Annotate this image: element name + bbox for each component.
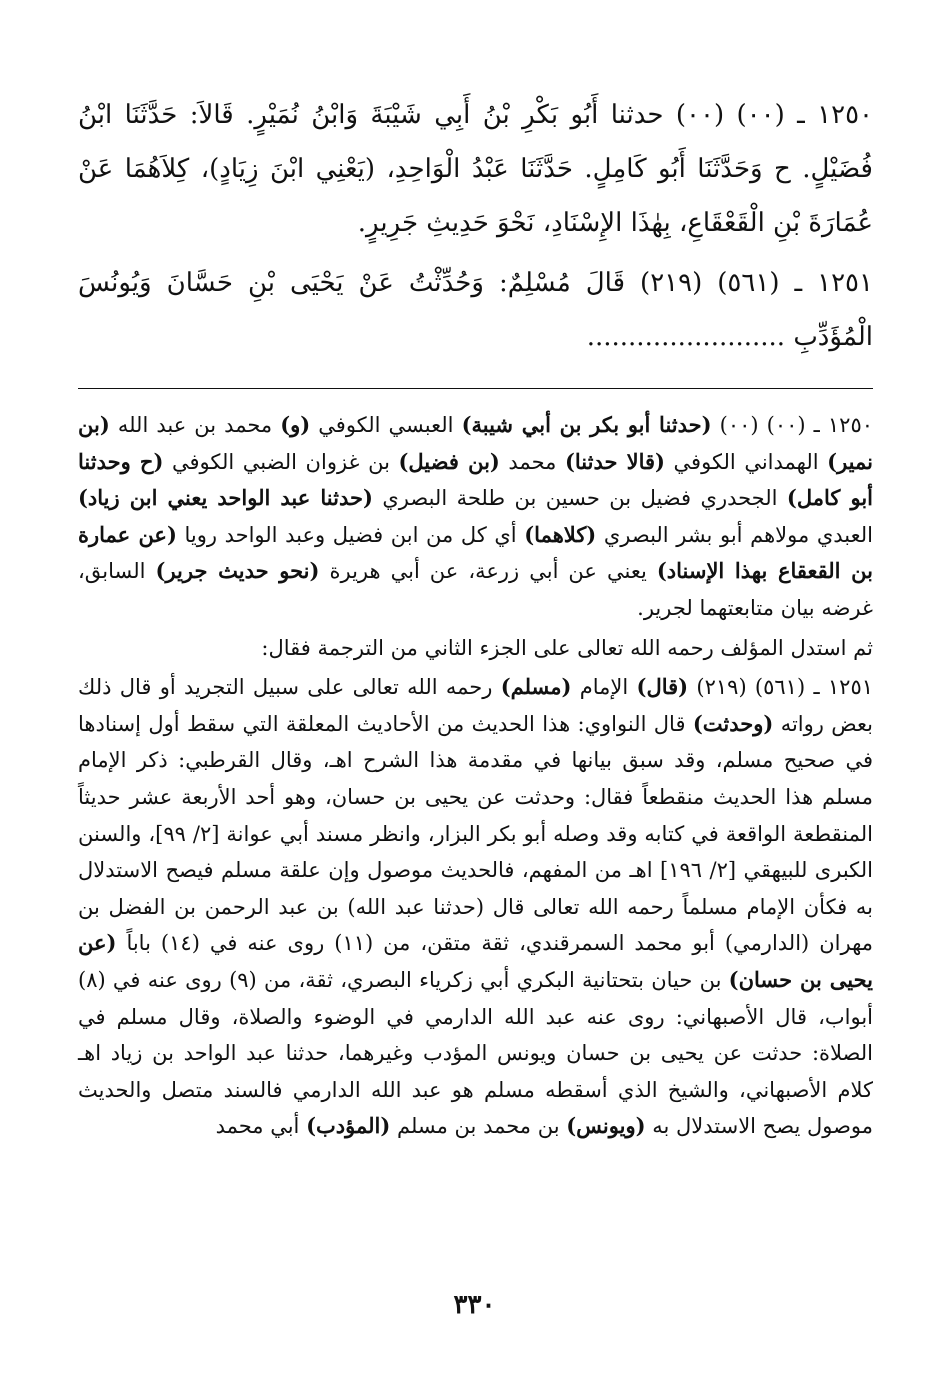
text-segment: بن غزوان الضبي الكوفي xyxy=(163,449,399,474)
bold-quoted-segment: (قالا حدثنا) xyxy=(564,448,665,474)
bold-quoted-segment: (و) xyxy=(280,412,311,437)
footnote-divider xyxy=(78,388,873,389)
bold-quoted-segment: (حدثنا أبو بكر بن أبي شيبة) xyxy=(461,412,712,437)
bold-quoted-segment: (عن عمارة بن القعقاع بهذا الإسناد) xyxy=(78,521,873,584)
bold-quoted-segment: (حدثنا عبد الواحد يعني ابن زياد) xyxy=(78,485,373,511)
bold-quoted-segment: (ح وحدثنا أبو كامل) xyxy=(78,448,874,511)
bold-quoted-segment: (بن فضيل) xyxy=(398,448,500,474)
text-segment: بن حيان بتحتانية البكري أبي زكرياء البصري، ثقة، من (٩) روى عنه في (٨) أبواب، قال الأصبهاني: روى عنه عبد الله الدارمي في الوضوء والصلاة، وقال مسلم في الصلاة: حدثت عن يحيى بن حسان ويونس المؤدب وغيرهما، حدثنا عبد الواحد بن زياد اهـ كلام الأصبهاني، والشيخ الذي أسقطه مسلم هو عبد الله الدارمي فالسند متصل والحديث موصول يصح الاستدلال به xyxy=(78,967,873,1139)
commentary-paragraph-1251 xyxy=(78,669,873,1145)
bold-quoted-segment: (بن نمير) xyxy=(78,412,873,474)
bold-quoted-segment: (عن يحيى بن حسان) xyxy=(78,930,873,992)
bold-quoted-segment: (قال) xyxy=(636,674,689,700)
text-segment: الهمداني الكوفي xyxy=(665,449,828,474)
bold-quoted-segment: (ويونس) xyxy=(566,1113,646,1139)
page-number: ٣٣٠ xyxy=(453,1290,496,1320)
page-content xyxy=(78,88,873,1145)
bold-quoted-segment: (مسلم) xyxy=(500,674,572,700)
bold-quoted-segment: (وحدثت) xyxy=(692,710,774,736)
text-segment: العبدي مولاهم أبو بشر البصري xyxy=(596,522,873,547)
text-segment: قال النواوي: هذا الحديث من الأحاديث المعلقة التي سقط أول إسنادها في صحيح مسلم، وقد سبق بيانها في مقدمة هذا الشرح اهـ، وقال القرطبي: ذكر الإمام مسلم هذا الحديث منقطعاً فقال: وحدثت عن يحيى بن حسان، وهو أحد الأربعة عشر حديثاً المنقطعة الواقعة في كتابه وقد وصله أبو بكر البزار، وانظر مسند أبي عوانة [٢/ ٩٩]، والسنن الكبرى للبيهقي [٢/ ١٩٦] اهـ من المفهم، فالحديث موصول وإن علقة مسلم فيصح الاستدلال به فكأن الإمام مسلماً رحمه الله تعالى قال (حدثنا عبد الله) بن عبد الرحمن بن الفضل بن مهران (الدارمي) أبو محمد السمرقندي، ثقة متقن، من (١١) روى عنه في (١٤) باباً xyxy=(78,711,873,956)
text-segment: أبي محمد xyxy=(215,1114,307,1139)
text-segment: محمد بن عبد الله xyxy=(109,413,281,437)
hadith-text xyxy=(78,88,873,364)
text-segment: الإمام xyxy=(571,675,637,700)
commentary-paragraph-1250 xyxy=(78,407,873,627)
bold-quoted-segment: (كلاهما) xyxy=(524,521,597,547)
hadith-paragraph-1250: ١٢٥٠ ـ (٠٠) (٠٠) حدثنا أَبُو بَكْرِ بْنُ أَبِي شَيْبَةَ وَابْنُ نُمَيْرٍ. قَالاَ: حَدَّثَنَا ابْنُ فُضَيْلٍ. ح وَحَدَّثَنَا أَبُو كَامِلٍ. حَدَّثَنَا عَبْدُ الْوَاحِدِ، (يَعْنِي ابْنَ زِيَادٍ)، كِلاَهُمَا عَنْ عُمَارَةَ بْنِ الْقَعْقَاعِ، بِهٰذَا الإِسْنَادِ، نَحْوَ حَدِيثِ جَرِيرٍ. xyxy=(78,100,873,238)
text-segment: السابق، غرضه بيان متابعتهما لجرير. xyxy=(78,559,873,620)
text-segment: الجحدري فضيل بن حسين بن طلحة البصري xyxy=(372,486,787,511)
commentary xyxy=(78,407,873,1145)
text-segment: ١٢٥٠ ـ (٠٠) (٠٠) xyxy=(711,413,874,437)
bold-quoted-segment: (نحو حديث جرير) xyxy=(155,558,320,584)
text-segment: أي كل من ابن فضيل وعبد الواحد رويا xyxy=(176,522,525,547)
text-segment: رحمه الله تعالى على سبيل التجريد أو قال ذلك بعض رواته xyxy=(78,675,873,736)
commentary-transition-line: ثم استدل المؤلف رحمه الله تعالى على الجزء الثاني من الترجمة فقال: xyxy=(261,635,873,660)
bold-quoted-segment: (المؤدب) xyxy=(306,1113,391,1139)
hadith-paragraph-1251: ١٢٥١ ـ (٥٦١) (٢١٩) قَالَ مُسْلِمٌ: وَحُدِّثْتُ عَنْ يَحْيَى بْنِ حَسَّانَ وَيُونُسَ الْمُؤَدِّبِ ........................ xyxy=(78,268,873,352)
text-segment: يعني عن أبي زرعة، عن أبي هريرة xyxy=(319,559,657,584)
text-segment: بن محمد بن مسلم xyxy=(390,1114,567,1139)
text-segment: محمد xyxy=(499,449,565,474)
text-segment: العبسي الكوفي xyxy=(310,413,462,437)
text-segment: ١٢٥١ ـ (٥٦١) (٢١٩) xyxy=(688,675,874,700)
